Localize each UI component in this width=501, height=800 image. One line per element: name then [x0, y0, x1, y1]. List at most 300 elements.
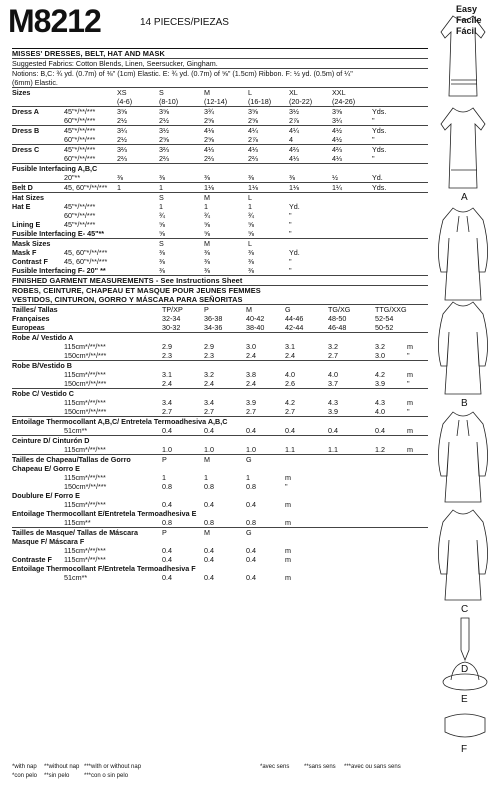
table-cell: ⅜: [204, 173, 210, 182]
table-cell: 3.9: [246, 398, 256, 407]
table-row: [12, 509, 428, 518]
table-cell: 48-50: [328, 314, 347, 323]
table-cell: 60"*/**/***: [64, 116, 96, 125]
table-cell: 115cm*/**/***: [64, 473, 106, 482]
row-label: Dress C: [12, 145, 40, 154]
table-row: [12, 126, 428, 135]
table-cell: 0.4: [246, 426, 256, 435]
table-cell: 1: [204, 473, 208, 482]
table-cell: 34-36: [204, 323, 223, 332]
table-row: [12, 455, 428, 464]
table-cell: 1.2: [375, 445, 385, 454]
table-cell: P: [162, 528, 167, 537]
table-cell: 45"*/**/***: [64, 145, 96, 154]
table-cell: 4¼: [289, 126, 299, 135]
table-row: [12, 555, 428, 564]
row-label: Ceinture D/ Cinturón D: [12, 436, 90, 445]
table-cell: 2⅔: [117, 154, 127, 163]
table-row: [12, 193, 428, 202]
table-cell: 3.8: [246, 370, 256, 379]
table-cell: 52-54: [375, 314, 394, 323]
table-cell: 0.4: [375, 426, 385, 435]
table-row: [12, 436, 428, 445]
table-cell: 38-40: [246, 323, 265, 332]
table-cell: 32-34: [162, 314, 181, 323]
table-cell: ": [289, 220, 292, 229]
table-cell: 3.4: [204, 398, 214, 407]
table-cell: 2⅝: [159, 135, 169, 144]
table-cell: ⅜: [248, 257, 254, 266]
table-cell: 4.0: [375, 407, 385, 416]
table-cell: ⅜: [248, 266, 254, 275]
size-cell: XL: [289, 88, 298, 97]
size-sub: (12-14): [204, 97, 228, 106]
table-cell: S: [159, 193, 164, 202]
table-cell: 3.0: [246, 342, 256, 351]
table-row: [12, 379, 428, 388]
table-row: [12, 417, 428, 426]
table-cell: 0.8: [204, 482, 214, 491]
size-cell: M: [204, 88, 210, 97]
table-cell: 2⅔: [204, 154, 214, 163]
table-row: [12, 491, 428, 500]
footnote: ***with or without nap: [84, 764, 142, 770]
table-cell: P: [204, 305, 209, 314]
table-cell: m: [407, 426, 413, 435]
row-label: Françaises: [12, 314, 50, 323]
table-cell: 0.8: [246, 518, 256, 527]
row-label: Tailles de Chapeau/Tallas de Gorro: [12, 455, 131, 464]
table-cell: ⅝: [204, 220, 210, 229]
table-cell: m: [285, 473, 291, 482]
belt-d-illustration: [461, 618, 469, 660]
table-cell: 2⅔: [248, 154, 258, 163]
table-row: [12, 407, 428, 416]
table-cell: 1.1: [328, 445, 338, 454]
table-cell: m: [285, 555, 291, 564]
table-row: [12, 361, 428, 370]
size-cell: L: [248, 88, 252, 97]
row-label: Belt D: [12, 183, 33, 192]
table-cell: 3.9: [328, 407, 338, 416]
table-cell: 60"*/**/***: [64, 154, 96, 163]
table-cell: 1¼: [332, 183, 342, 192]
table-cell: 36-38: [204, 314, 223, 323]
table-cell: 3⅝: [117, 107, 127, 116]
table-row: [12, 202, 428, 211]
table-cell: TTG/XXG: [375, 305, 407, 314]
row-label: Tailles/ Tallas: [12, 305, 58, 314]
sizes-row: [12, 88, 428, 97]
table-cell: ⅜: [248, 173, 254, 182]
table-cell: m: [285, 500, 291, 509]
table-cell: 2⅔: [159, 154, 169, 163]
size-sub: (16-18): [248, 97, 272, 106]
table-cell: 115cm*/**/***: [64, 370, 106, 379]
table-cell: 115cm**: [64, 518, 91, 527]
table-row: [12, 314, 428, 323]
table-cell: ": [372, 116, 375, 125]
table-cell: 45, 60"*/**/***: [64, 257, 108, 266]
row-label: Mask F: [12, 248, 37, 257]
table-cell: 20"**: [64, 173, 81, 182]
french-title: ROBES, CEINTURE, CHAPEAU ET MASQUE POUR JEUNES FEMMES: [12, 286, 261, 295]
table-cell: 1: [204, 202, 208, 211]
table-cell: 40-42: [246, 314, 265, 323]
table-cell: G: [285, 305, 291, 314]
table-cell: 3⅝: [332, 107, 342, 116]
table-cell: ": [407, 351, 410, 360]
table-row: [12, 482, 428, 491]
difficulty-es: Fácil: [456, 26, 477, 36]
size-sub: (20-22): [289, 97, 313, 106]
table-cell: 0.4: [204, 573, 214, 582]
table-cell: 0.8: [162, 482, 172, 491]
table-cell: 2.7: [328, 351, 338, 360]
table-cell: 0.4: [246, 555, 256, 564]
row-label: Lining E: [12, 220, 41, 229]
table-cell: 0.4: [246, 573, 256, 582]
english-yardage: [12, 107, 428, 275]
table-row: [12, 305, 428, 314]
table-cell: 3¼: [332, 116, 342, 125]
table-row: [12, 473, 428, 482]
table-cell: Yd.: [372, 173, 383, 182]
table-cell: ": [407, 407, 410, 416]
table-cell: 2.7: [162, 407, 172, 416]
table-cell: 2.3: [162, 351, 172, 360]
table-row: [12, 211, 428, 220]
row-label: Mask Sizes: [12, 239, 51, 248]
table-row: [12, 220, 428, 229]
table-cell: ⅜: [159, 257, 165, 266]
table-cell: 0.4: [204, 500, 214, 509]
table-cell: G: [246, 455, 252, 464]
table-cell: ": [372, 154, 375, 163]
table-cell: m: [407, 342, 413, 351]
table-cell: m: [285, 546, 291, 555]
table-cell: ": [289, 266, 292, 275]
suggested-fabrics: Suggested Fabrics: Cotton Blends, Linen, Seersucker, Gingham.: [12, 59, 218, 68]
table-cell: Yds.: [372, 107, 387, 116]
table-cell: 150cm*/**/***: [64, 351, 107, 360]
table-cell: 0.4: [204, 555, 214, 564]
row-label: Contraste F: [12, 555, 52, 564]
table-cell: M: [204, 193, 210, 202]
table-row: [12, 107, 428, 116]
fig-label-c: C: [461, 604, 469, 615]
table-cell: M: [204, 455, 210, 464]
size-sub: (24-26): [332, 97, 356, 106]
table-row: [12, 135, 428, 144]
table-cell: 45"*/**/***: [64, 220, 96, 229]
row-label: Contrast F: [12, 257, 48, 266]
table-cell: 2.7: [246, 407, 256, 416]
table-cell: 115cm*/**/***: [64, 555, 106, 564]
table-cell: 3.9: [375, 379, 385, 388]
table-cell: 2.7: [285, 407, 295, 416]
table-cell: ": [407, 379, 410, 388]
sizes-sub-row: [12, 97, 428, 106]
table-cell: 1.1: [285, 445, 295, 454]
row-label: Entoilage Thermocollant E/Entretela Termoadhesiva E: [12, 509, 197, 518]
row-label: Entoilage Thermocollant F/Entretela Termoadhesiva F: [12, 564, 196, 573]
table-row: [12, 248, 428, 257]
table-cell: G: [246, 528, 252, 537]
table-row: [12, 342, 428, 351]
fig-label-d: D: [461, 664, 469, 675]
table-cell: 2½: [117, 116, 127, 125]
footnote: ***con o sin pelo: [84, 773, 129, 779]
table-cell: 4⅛: [204, 126, 214, 135]
table-cell: 45"*/**/***: [64, 107, 96, 116]
table-cell: ⅜: [117, 173, 123, 182]
table-cell: Yd.: [289, 248, 300, 257]
table-cell: 4⅔: [332, 145, 342, 154]
table-cell: TG/XG: [328, 305, 351, 314]
size-sub: (4-6): [117, 97, 133, 106]
fig-label-f: F: [461, 744, 468, 755]
table-row: [12, 500, 428, 509]
size-cell: XS: [117, 88, 127, 97]
table-row: [12, 426, 428, 435]
table-cell: 4½: [332, 135, 342, 144]
table-cell: 3.4: [162, 398, 172, 407]
fig-label-b: B: [461, 398, 468, 409]
table-row: [12, 351, 428, 360]
table-cell: Yd.: [289, 202, 300, 211]
table-cell: ⅝: [159, 220, 165, 229]
table-cell: M: [204, 239, 210, 248]
row-label: Doublure E/ Forro E: [12, 491, 80, 500]
table-cell: 2½: [159, 116, 169, 125]
table-cell: 0.4: [204, 426, 214, 435]
table-cell: ¾: [159, 211, 165, 220]
table-cell: 3.2: [328, 342, 338, 351]
table-cell: ⅜: [204, 248, 210, 257]
yardage-chart: [12, 48, 428, 582]
table-cell: m: [285, 518, 291, 527]
table-row: [12, 537, 428, 546]
table-cell: 0.4: [246, 500, 256, 509]
table-cell: 150cm*/**/***: [64, 482, 107, 491]
table-cell: ": [372, 135, 375, 144]
table-cell: 2.3: [204, 351, 214, 360]
size-cell: S: [159, 88, 164, 97]
table-cell: 1.0: [204, 445, 214, 454]
table-cell: 1: [159, 183, 163, 192]
table-cell: ⅝: [248, 229, 254, 238]
table-cell: S: [159, 239, 164, 248]
table-cell: 115cm*/**/***: [64, 445, 106, 454]
table-cell: 2½: [117, 135, 127, 144]
row-label: Chapeau E/ Gorro E: [12, 464, 80, 473]
table-cell: 3¾: [204, 107, 214, 116]
table-row: [12, 518, 428, 527]
table-cell: 0.8: [246, 482, 256, 491]
table-cell: ⅜: [289, 173, 295, 182]
table-row: [12, 173, 428, 182]
table-cell: 4¼: [248, 126, 258, 135]
row-label: Dress A: [12, 107, 39, 116]
table-cell: 3½: [159, 126, 169, 135]
table-cell: 45, 60"*/**/***: [64, 248, 108, 257]
table-cell: 0.4: [162, 546, 172, 555]
size-sub: (8-10): [159, 97, 179, 106]
table-cell: 60"*/**/***: [64, 211, 96, 220]
table-cell: 4⅔: [289, 145, 299, 154]
footnote: *con pelo: [12, 773, 38, 779]
table-cell: ": [285, 482, 288, 491]
table-cell: 46-48: [328, 323, 347, 332]
row-label: Hat Sizes: [12, 193, 44, 202]
table-cell: 4.2: [375, 370, 385, 379]
table-row: [12, 183, 428, 192]
table-cell: 51cm**: [64, 573, 88, 582]
table-cell: 0.4: [162, 426, 172, 435]
table-cell: 1: [159, 202, 163, 211]
table-cell: ½: [332, 173, 338, 182]
table-cell: 4⅓: [289, 154, 299, 163]
table-cell: 115cm*/**/***: [64, 342, 106, 351]
table-cell: 45, 60"*/**/***: [64, 183, 108, 192]
table-cell: 2.4: [204, 379, 214, 388]
table-cell: ⅝: [159, 229, 165, 238]
table-cell: ⅜: [159, 248, 165, 257]
table-cell: 1⅛: [204, 183, 214, 192]
row-label: Fusible Interfacing A,B,C: [12, 164, 98, 173]
table-cell: 2.4: [285, 351, 295, 360]
table-row: [12, 546, 428, 555]
table-cell: 1.0: [246, 445, 256, 454]
row-label: Robe C/ Vestido C: [12, 389, 74, 398]
table-row: [12, 164, 428, 173]
table-cell: 0.4: [285, 426, 295, 435]
table-cell: ¾: [204, 211, 210, 220]
mask-f-illustration: [445, 714, 485, 737]
table-row: [12, 445, 428, 454]
table-row: [12, 229, 428, 238]
table-cell: 44-46: [285, 314, 304, 323]
table-cell: Yds.: [372, 183, 387, 192]
difficulty-en: Easy: [456, 4, 478, 14]
table-row: [12, 464, 428, 473]
finished-measurements: FINISHED GARMENT MEASUREMENTS - See Instructions Sheet: [12, 276, 243, 285]
table-cell: ": [289, 211, 292, 220]
dress-b-illustration: [438, 208, 487, 394]
table-row: [12, 323, 428, 332]
table-cell: L: [248, 193, 252, 202]
notions-cont: (6mm) Elastic.: [12, 78, 58, 87]
table-row: [12, 239, 428, 248]
spanish-title: VESTIDOS, CINTURON, GORRO Y MÁSCARA PARA SEÑORITAS: [12, 295, 243, 304]
row-label: Hat E: [12, 202, 31, 211]
table-cell: 4.0: [328, 370, 338, 379]
table-cell: 50-52: [375, 323, 394, 332]
table-cell: P: [162, 455, 167, 464]
fig-label-e: E: [461, 694, 468, 705]
row-label: Dress B: [12, 126, 40, 135]
table-row: [12, 145, 428, 154]
section-title: MISSES' DRESSES, BELT, HAT AND MASK: [12, 49, 165, 58]
row-label: Fusible Interfacing E- 45"**: [12, 229, 105, 238]
table-cell: 0.4: [162, 555, 172, 564]
table-cell: 1⅛: [289, 183, 299, 192]
pattern-number: M8212: [8, 3, 101, 39]
row-label: Fusible Interfacing F- 20" **: [12, 266, 106, 275]
table-row: [12, 528, 428, 537]
footnote: **sin pelo: [44, 773, 70, 779]
table-cell: 2.9: [204, 342, 214, 351]
table-cell: 1: [162, 473, 166, 482]
size-cell: XXL: [332, 88, 346, 97]
table-cell: ⅜: [204, 257, 210, 266]
table-cell: 2⅝: [248, 116, 258, 125]
table-cell: 3⅝: [248, 107, 258, 116]
table-row: [12, 389, 428, 398]
table-cell: 1.0: [162, 445, 172, 454]
footnote: ***avec ou sans sens: [344, 764, 401, 770]
table-cell: ⅜: [159, 173, 165, 182]
table-cell: 3.1: [285, 342, 295, 351]
table-cell: ⅝: [204, 229, 210, 238]
table-cell: 3.2: [204, 370, 214, 379]
fig-label-a: A: [461, 192, 468, 203]
row-label: Robe B/Vestido B: [12, 361, 72, 370]
table-cell: 3¼: [117, 126, 127, 135]
table-cell: 4½: [332, 126, 342, 135]
table-cell: 115cm*/**/***: [64, 500, 106, 509]
table-cell: Yds.: [372, 145, 387, 154]
garment-illustrations: [425, 10, 501, 760]
table-cell: ": [289, 229, 292, 238]
row-label: Europeas: [12, 323, 45, 332]
table-cell: 2.4: [246, 379, 256, 388]
table-row: [12, 370, 428, 379]
table-cell: 51cm**: [64, 426, 88, 435]
table-cell: 4.0: [285, 370, 295, 379]
table-cell: M: [204, 528, 210, 537]
table-row: [12, 154, 428, 163]
footnote: **sans sens: [304, 764, 336, 770]
table-cell: 2.4: [162, 379, 172, 388]
table-cell: ⅝: [248, 220, 254, 229]
table-cell: 4.2: [285, 398, 295, 407]
table-cell: 0.4: [204, 546, 214, 555]
row-label: Masque F/ Máscara F: [12, 537, 85, 546]
row-label: Entoilage Thermocollant A,B,C/ Entretela Termoadhesiva A,B,C: [12, 417, 228, 426]
table-cell: 2.9: [162, 342, 172, 351]
table-cell: 4⅓: [248, 145, 258, 154]
table-cell: ¾: [248, 211, 254, 220]
table-cell: 2.4: [246, 351, 256, 360]
table-row: [12, 564, 428, 573]
table-cell: TP/XP: [162, 305, 183, 314]
table-cell: ⅜: [204, 266, 210, 275]
table-cell: 1: [246, 473, 250, 482]
table-cell: 2⅝: [204, 135, 214, 144]
row-label: Robe A/ Vestido A: [12, 333, 74, 342]
table-row: [12, 398, 428, 407]
table-cell: m: [407, 370, 413, 379]
table-cell: 30-32: [162, 323, 181, 332]
table-cell: 150cm*/**/***: [64, 379, 107, 388]
table-cell: 2.6: [285, 379, 295, 388]
table-cell: 4.3: [328, 398, 338, 407]
table-cell: 45"*/**/***: [64, 202, 96, 211]
table-row: [12, 257, 428, 266]
table-cell: 60"*/**/***: [64, 135, 96, 144]
